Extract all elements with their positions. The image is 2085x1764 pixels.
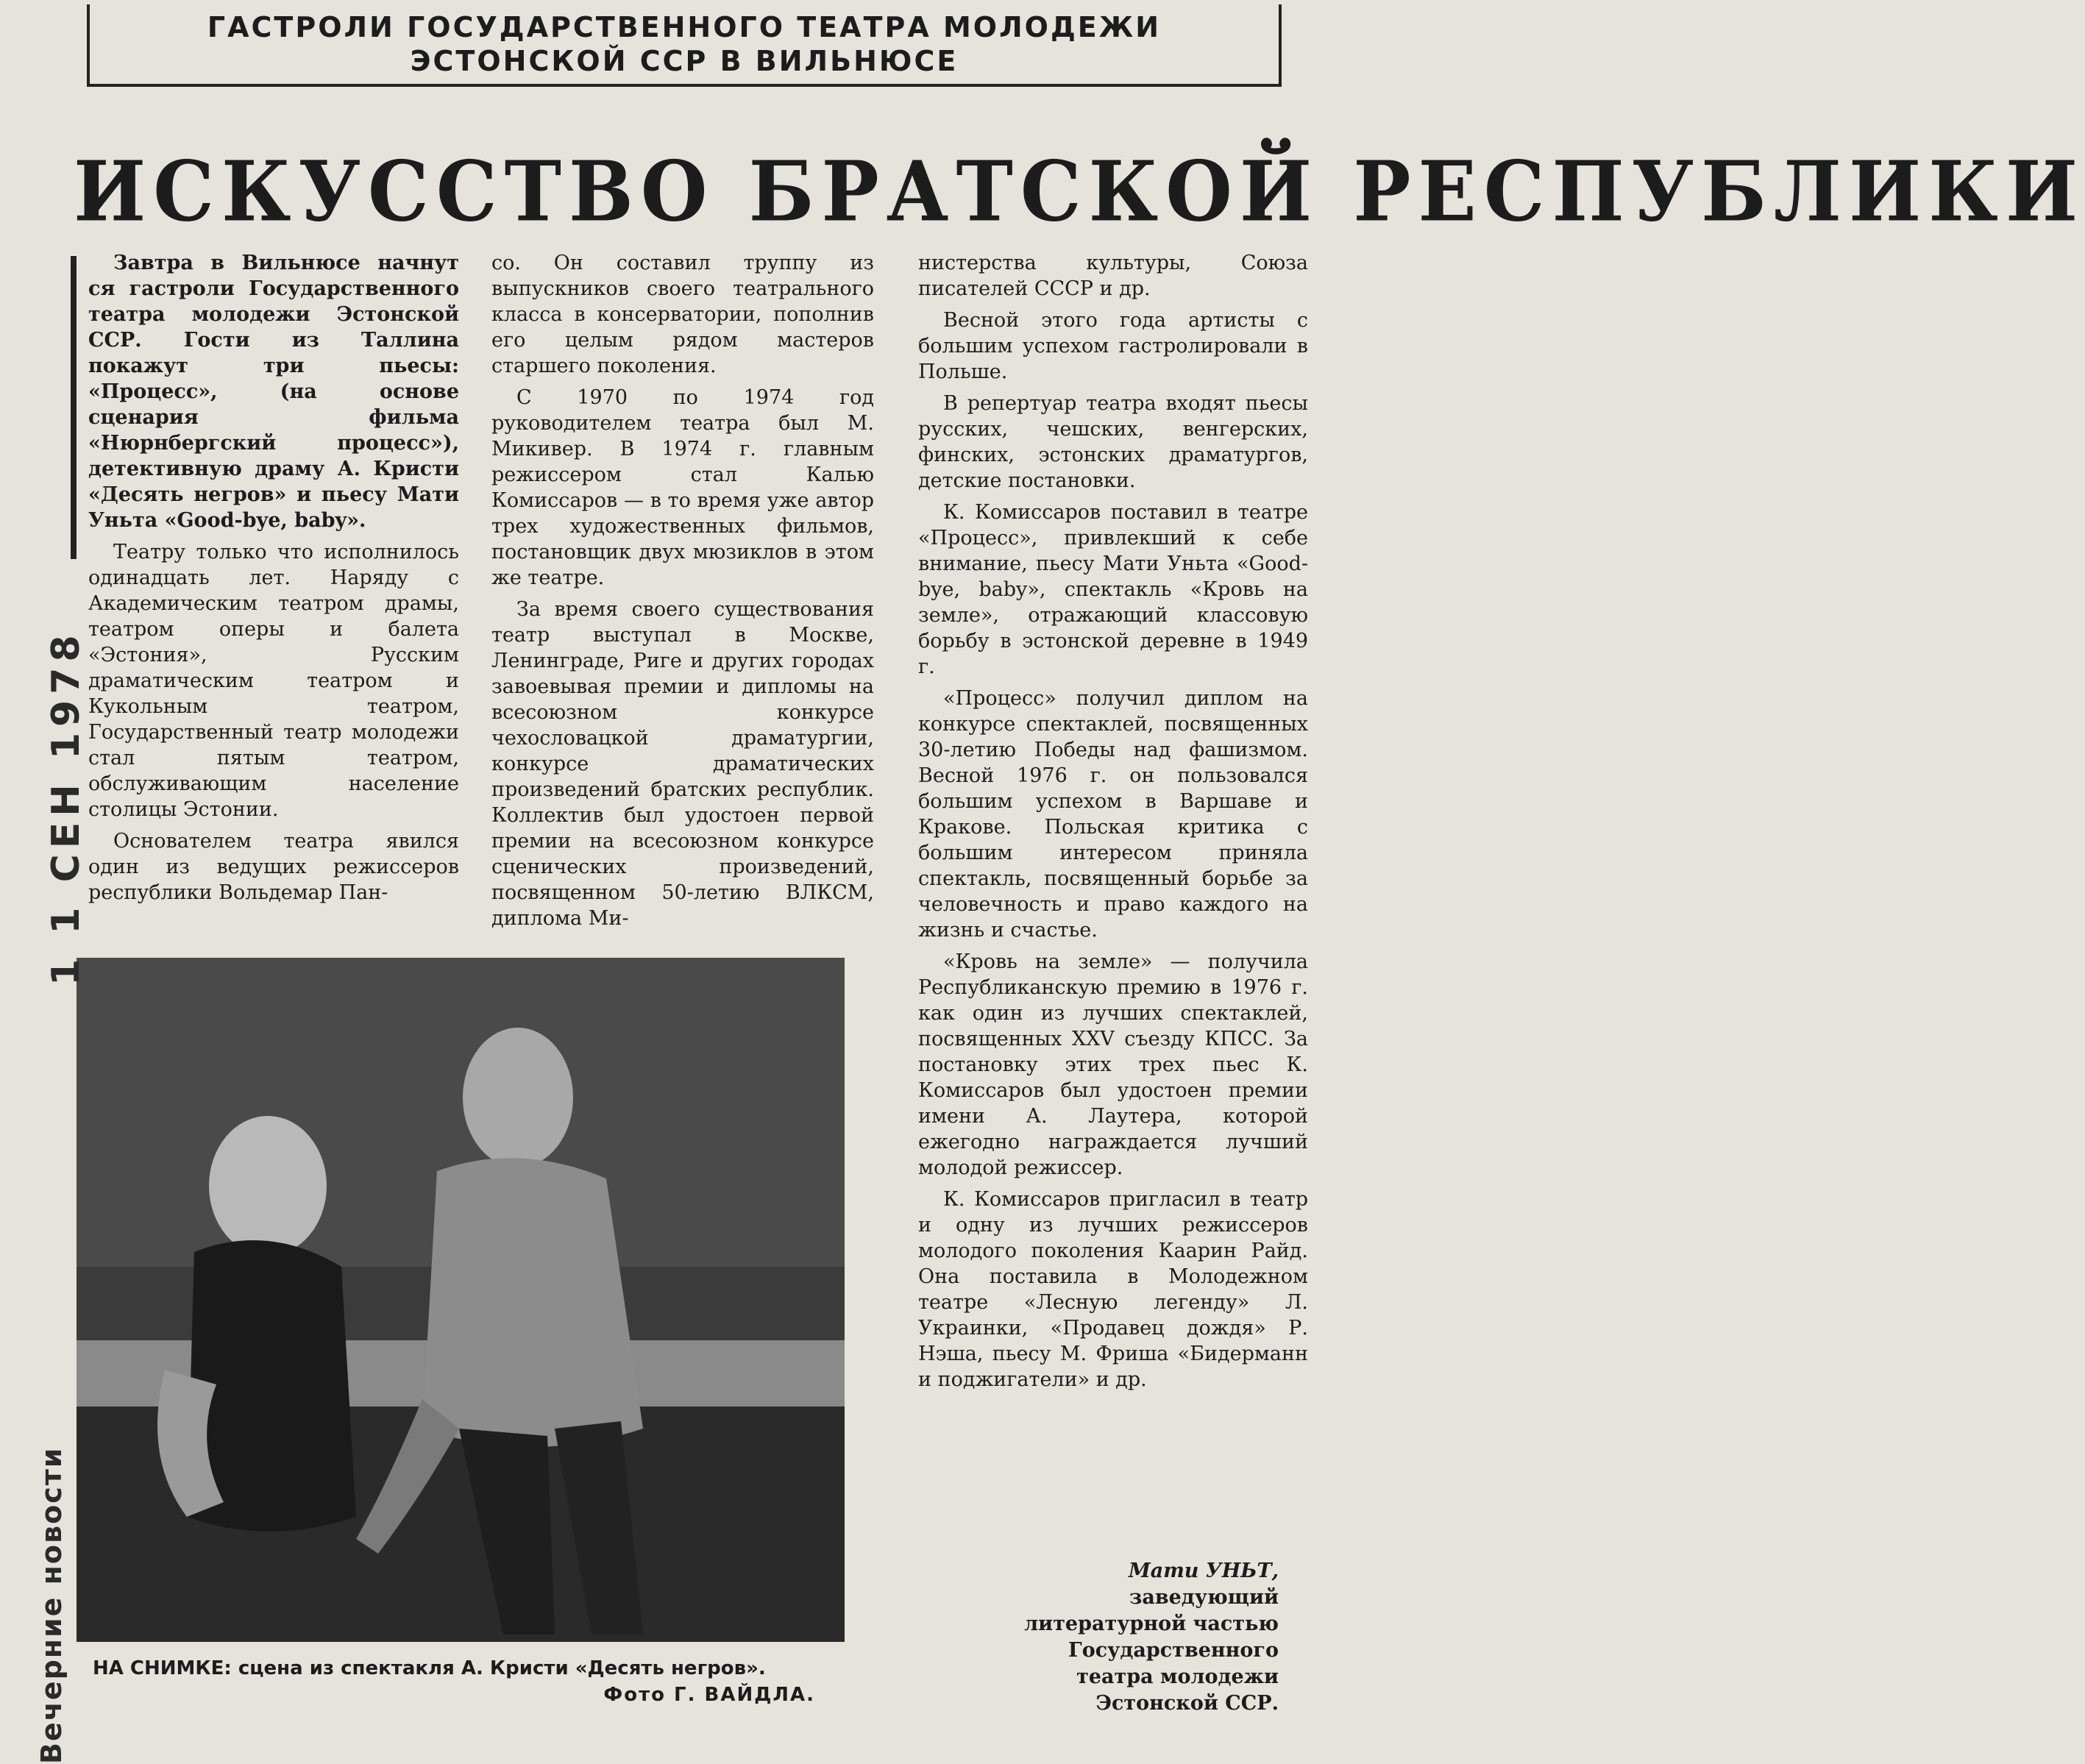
author-title-line: заведующий [1129, 1586, 1279, 1609]
author-title-line: Эстонской ССР. [1095, 1692, 1279, 1715]
stage-photo [77, 958, 845, 1642]
text-column-2 [491, 250, 874, 937]
text-column-3 [918, 250, 1308, 1398]
caption-text: НА СНИМКЕ: сцена из спектакля А. Кристи «Десять негров». [93, 1657, 766, 1679]
rubric-line-1: ГАСТРОЛИ ГОСУДАРСТВЕННОГО ТЕАТРА МОЛОДЕЖИ [207, 11, 1162, 43]
paragraph: «Процесс» получил диплом на конкурсе спектаклей, посвященных 30-летию Победы над фашизмом. Весной 1976 г. он пользовался большим успехом в Варшаве и Кракове. Польская критика с большим интересом приняла спектакль, посвященный борьбе за человечность и право каждого на жизнь и счастье. [918, 687, 1308, 942]
article-headline: ИСКУССТВО БРАТСКОЙ РЕСПУБЛИКИ [74, 142, 2085, 241]
paragraph: За время своего существования театр выступал в Москве, Ленинграде, Риге и других городах завоевывая премии и дипломы на всесоюзном конкурсе чехословацкой драматургии, конкурсе драматических произведений братских республик. Коллектив был удостоен первой премии на всесоюзном конкурсе сценических произведений, посвященном 50-летию ВЛКСМ, диплома Ми- [491, 598, 874, 930]
paragraph: К. Комиссаров пригласил в театр и одну из лучших режиссеров молодого поколения Каарин Райд. Она поставила в Молодежном театре «Лесную легенду» Л. Украинки, «Продавец дождя» Р. Нэша, пьесу М. Фриша «Бидерманн и поджигатели» и др. [918, 1188, 1308, 1391]
photo-credit: Фото Г. ВАЙДЛА. [603, 1684, 815, 1706]
paragraph: Театру только что исполнилось одинадцать лет. Наряду с Академическим театром драмы, театром оперы и балета «Эстония», Русским драматическим театром и Кукольным театром, Государственный театр молодежи стал пятым театром, обслуживающим население столицы Эстонии. [88, 541, 459, 821]
text-column-1 [88, 250, 459, 911]
source-stamp: Вечерние новости [35, 1446, 68, 1764]
paragraph: С 1970 по 1974 год руководителем театра был М. Микивер. В 1974 г. главным режиссером стал Калью Комиссаров — в то время уже автор трех художественных фильмов, постановщик двух мюзиклов в этом же театре. [491, 386, 874, 589]
paragraph: К. Комиссаров поставил в театре «Процесс», привлекший к себе внимание, пьесу Мати Уньта «Good-bye, baby», спектакль «Кровь на земле», отражающий классовую борьбу в эстонской деревне в 1949 г. [918, 501, 1308, 678]
date-stamp: 1 1 СЕН 1978 [44, 629, 88, 986]
paragraph: Весной этого года артисты с большим успехом гастролировали в Польше. [918, 309, 1308, 383]
paragraph: нистерства культуры, Союза писателей СССР и др. [918, 252, 1308, 300]
photo-scene [77, 958, 845, 1642]
author-signature [956, 1558, 1279, 1717]
rubric-header [87, 4, 1282, 87]
paragraph: со. Он составил труппу из выпускников своего театрального класса в консерватории, пополнив его целым рядом мастеров старшего поколения. [491, 252, 874, 377]
paragraph: В репертуар театра входят пьесы русских, чешских, венгерских, финских, эстонских драматургов, детские постановки. [918, 392, 1308, 492]
rubric-line-2: ЭСТОНСКОЙ ССР В ВИЛЬНЮСЕ [410, 45, 959, 77]
lead-paragraph: Завтра в Вильнюсе начнут ся гастроли Государственного театра молодежи Эстонской ССР. Гости из Таллина покажут три пьесы: «Процесс», (на основе сценария фильма «Нюрнбергский процесс»), детективную драму А. Кристи «Десять негров» и пьесу Мати Уньта «Good-bye, baby». [88, 252, 459, 532]
author-title-line: литературной частью [1024, 1612, 1279, 1635]
paragraph: «Кровь на земле» — получила Республиканскую премию в 1976 г. как один из лучших спектаклей, посвященных XXV съезду КПСС. За постановку этих трех пьес К. Комиссаров был удостоен премии имени А. Лаутера, которой ежегодно награждается лучший молодой режиссер. [918, 950, 1308, 1179]
author-title-line: театра молодежи [1076, 1665, 1279, 1688]
author-name: Мати УНЬТ, [1128, 1559, 1279, 1582]
photo-caption [93, 1655, 845, 1708]
lead-marker-bar [71, 256, 77, 559]
author-title-line: Государственного [1068, 1639, 1279, 1662]
paragraph: Основателем театра явился один из ведущих режиссеров республики Вольдемар Пан- [88, 830, 459, 904]
